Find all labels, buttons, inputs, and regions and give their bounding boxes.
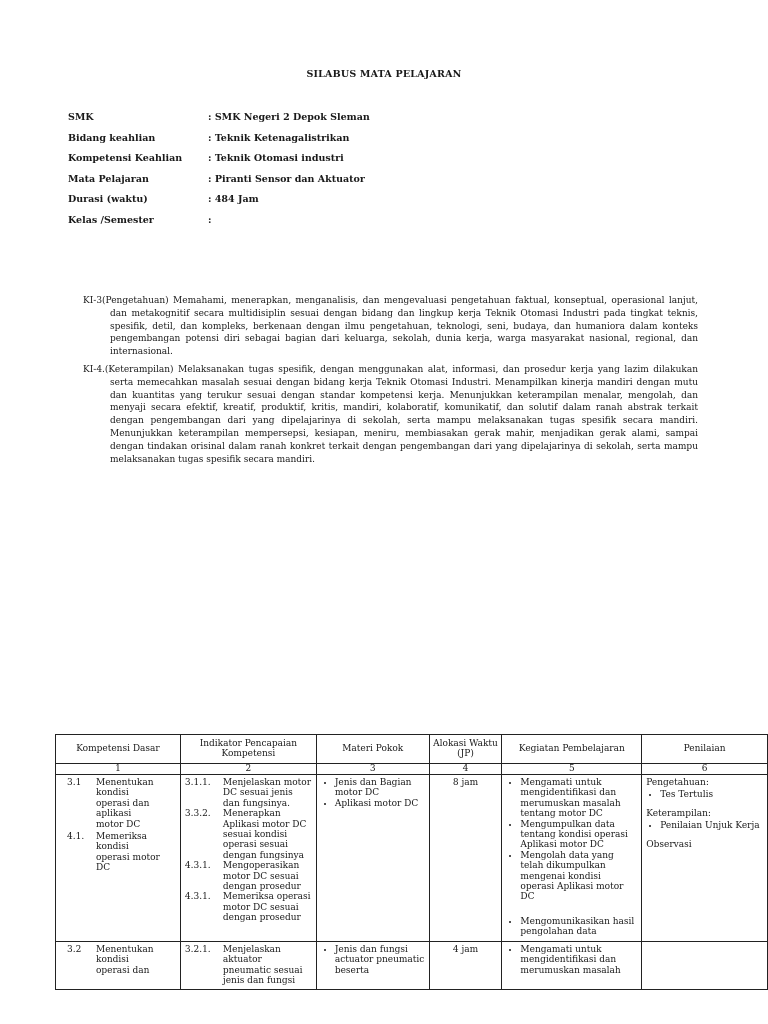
kegiatan-item: • Mengolah data yang telah dikumpulkan mengenai kondisi operasi Aplikasi motor DC xyxy=(520,851,637,903)
kd-text: Menentukan kondisi operasi dan xyxy=(96,944,154,976)
penilaian-observasi: Observasi xyxy=(646,839,692,850)
header-penilaian: Penilaian xyxy=(642,735,768,764)
info-value: : Piranti Sensor dan Aktuator xyxy=(208,173,365,185)
kd-text: Menentukan kondisi operasi dan aplikasi motor DC xyxy=(96,778,154,830)
kegiatan-list xyxy=(506,778,637,938)
kd-item xyxy=(60,945,176,976)
materi-list xyxy=(321,945,425,976)
column-number: 1 xyxy=(56,764,181,775)
table-row xyxy=(56,941,768,990)
penilaian-pengetahuan-label: Pengetahuan: xyxy=(646,778,709,788)
indikator-item xyxy=(185,809,312,861)
info-label: Kompetensi Keahlian xyxy=(68,153,183,165)
ki4-text: KI-4.(Keterampilan) Melaksanakan tugas spesifik, dengan menggunakan alat, informasi, dan prosedur kerja yang lazim dilakukan serta memecahkan masalah sesuai dengan bidang kerja Teknik Otomasi Industri. Menampilkan kinerja mandiri dengan mutu dan kuantitas yang terukur sesuai dengan standar kompetensi kerja. Menunjukkan keterampilan menalar, mengolah, dan menyaji secara efektif, kreatif, produktif, kritis, mandiri, kolaboratif, komunikatif, dan solutif dalam ranah abstrak terkait dengan pengembangan dari yang dipelajarinya di sekolah, serta mampu melaksanakan tugas spesifik secara mandiri. Menunjukkan keterampilan mempersepsi, kesiapan, meniru, membiasakan gerak mahir, menjadikan gerak alami, sampai dengan tindakan orisinal dalam ranah konkret terkait dengan pengembangan dari yang dipelajarinya di sekolah, serta mampu melaksanakan tugas spesifik secara mandiri. xyxy=(83,365,698,465)
indikator-item xyxy=(185,861,312,892)
cell-kegiatan xyxy=(502,775,642,942)
info-label: Bidang keahlian xyxy=(68,132,156,144)
indikator-item xyxy=(185,945,312,987)
indikator-number: 4.3.1. xyxy=(184,892,211,903)
kegiatan-item: • Mengomunikasikan hasil pengolahan data xyxy=(520,917,637,938)
info-row-mapel xyxy=(68,174,668,195)
info-row-bidang xyxy=(68,133,668,154)
ki4-paragraph xyxy=(83,364,698,466)
indikator-text: Menerapkan Aplikasi motor DC sesuai kondisi operasi sesuai dengan fungsinya xyxy=(222,809,307,861)
materi-item: • Jenis dan Bagian motor DC xyxy=(335,778,425,799)
indikator-number: 4.3.1. xyxy=(184,861,211,872)
info-value: : SMK Negeri 2 Depok Sleman xyxy=(208,112,370,123)
column-number: 3 xyxy=(316,764,429,775)
kegiatan-list xyxy=(506,945,637,976)
indikator-item xyxy=(185,892,312,923)
column-number: 4 xyxy=(429,764,502,775)
ki3-text: KI-3(Pengetahuan) Memahami, menerapkan, menganalisis, dan mengevaluasi pengetahuan faktual, konseptual, operasional lanjut, dan metakognitif secara multidisiplin sesuai dengan bidang dan lingkup kerja Teknik Otomasi Industri pada tingkat teknis, spesifik, detil, dan kompleks, berkenaan dengan ilmu pengetahuan, teknologi, seni, budaya, dan humaniora dalam konteks pengembangan potensi diri sebagai bagian dari keluarga, sekolah, dunia kerja, warga masyarakat nasional, regional, dan internasional. xyxy=(83,296,698,358)
kd-item xyxy=(60,778,176,830)
cell-kompetensi-dasar xyxy=(56,941,181,990)
cell-indikator xyxy=(180,775,316,942)
kegiatan-item: • Mengumpulkan data tentang kondisi operasi Aplikasi motor DC xyxy=(520,820,637,851)
kd-item xyxy=(60,832,176,874)
table-row xyxy=(56,775,768,942)
cell-kompetensi-dasar xyxy=(56,775,181,942)
page-title: SILABUS MATA PELAJARAN xyxy=(306,69,462,80)
materi-item: • Aplikasi motor DC xyxy=(335,799,425,809)
info-label: Kelas /Semester xyxy=(68,214,154,226)
indikator-text: Mengoperasikan motor DC sesuai dengan prosedur xyxy=(222,861,301,893)
indikator-item xyxy=(185,778,312,809)
info-label: Mata Pelajaran xyxy=(68,173,149,185)
ki3-paragraph xyxy=(83,295,698,359)
penilaian-item: • Penilaian Unjuk Kerja xyxy=(660,821,763,831)
cell-indikator xyxy=(180,941,316,990)
header-kompetensi-dasar: Kompetensi Dasar xyxy=(56,735,181,764)
identity-block xyxy=(68,112,668,236)
materi-item: • Jenis dan fungsi actuator pneumatic beserta xyxy=(335,945,425,976)
indikator-number: 3.2.1. xyxy=(184,944,211,955)
cell-penilaian xyxy=(642,941,768,990)
materi-list xyxy=(321,778,425,809)
info-label: SMK xyxy=(68,112,94,123)
kd-text: Memeriksa kondisi operasi motor DC xyxy=(96,832,160,874)
info-label: Durasi (waktu) xyxy=(68,194,148,206)
cell-materi-pokok xyxy=(316,775,429,942)
table-number-row xyxy=(56,764,768,775)
info-value: : 484 Jam xyxy=(208,194,259,206)
syllabus-table xyxy=(55,734,768,990)
penilaian-keterampilan-label: Keterampilan: xyxy=(646,808,711,819)
penilaian-keterampilan-list xyxy=(646,821,763,831)
info-value: : Teknik Ketenagalistrikan xyxy=(208,132,350,144)
indikator-text: Menjelaskan motor DC sesuai jenis dan fungsinya. xyxy=(222,778,311,809)
column-number: 5 xyxy=(502,764,642,775)
kegiatan-item: • Mengamati untuk mengidentifikasi dan merumuskan masalah xyxy=(520,945,637,976)
header-alokasi-waktu: Alokasi Waktu (JP) xyxy=(429,735,502,764)
header-kegiatan: Kegiatan Pembelajaran xyxy=(502,735,642,764)
table-header-row xyxy=(56,735,768,764)
indikator-text: Memeriksa operasi motor DC sesuai dengan prosedur xyxy=(222,892,311,924)
header-materi-pokok: Materi Pokok xyxy=(316,735,429,764)
indikator-number: 3.1.1. xyxy=(184,778,211,788)
column-number: 6 xyxy=(642,764,768,775)
cell-penilaian xyxy=(642,775,768,942)
info-row-kompetensi xyxy=(68,153,668,174)
cell-alokasi: 4 jam xyxy=(429,941,502,990)
info-row-durasi xyxy=(68,194,668,215)
info-value: : Teknik Otomasi industri xyxy=(208,153,344,165)
kegiatan-item: • Mengamati untuk mengidentifikasi dan merumuskan masalah tentang motor DC xyxy=(520,778,637,820)
penilaian-item: • Tes Tertulis xyxy=(660,790,763,800)
kd-number: 3.2 xyxy=(67,944,82,955)
kd-number: 3.1 xyxy=(67,778,82,788)
kd-number: 4.1. xyxy=(67,832,85,843)
header-indikator: Indikator Pencapaian Kompetensi xyxy=(180,735,316,764)
column-number: 2 xyxy=(180,764,316,775)
indikator-number: 3.3.2. xyxy=(184,809,211,820)
cell-kegiatan xyxy=(502,941,642,990)
indikator-text: Menjelaskan aktuator pneumatic sesuai jenis dan fungsi xyxy=(222,944,303,986)
info-row-kelas xyxy=(68,215,668,236)
cell-alokasi: 8 jam xyxy=(429,775,502,942)
info-value: : xyxy=(208,214,212,226)
info-row-smk xyxy=(68,112,668,133)
penilaian-pengetahuan-list xyxy=(646,790,763,800)
cell-materi-pokok xyxy=(316,941,429,990)
